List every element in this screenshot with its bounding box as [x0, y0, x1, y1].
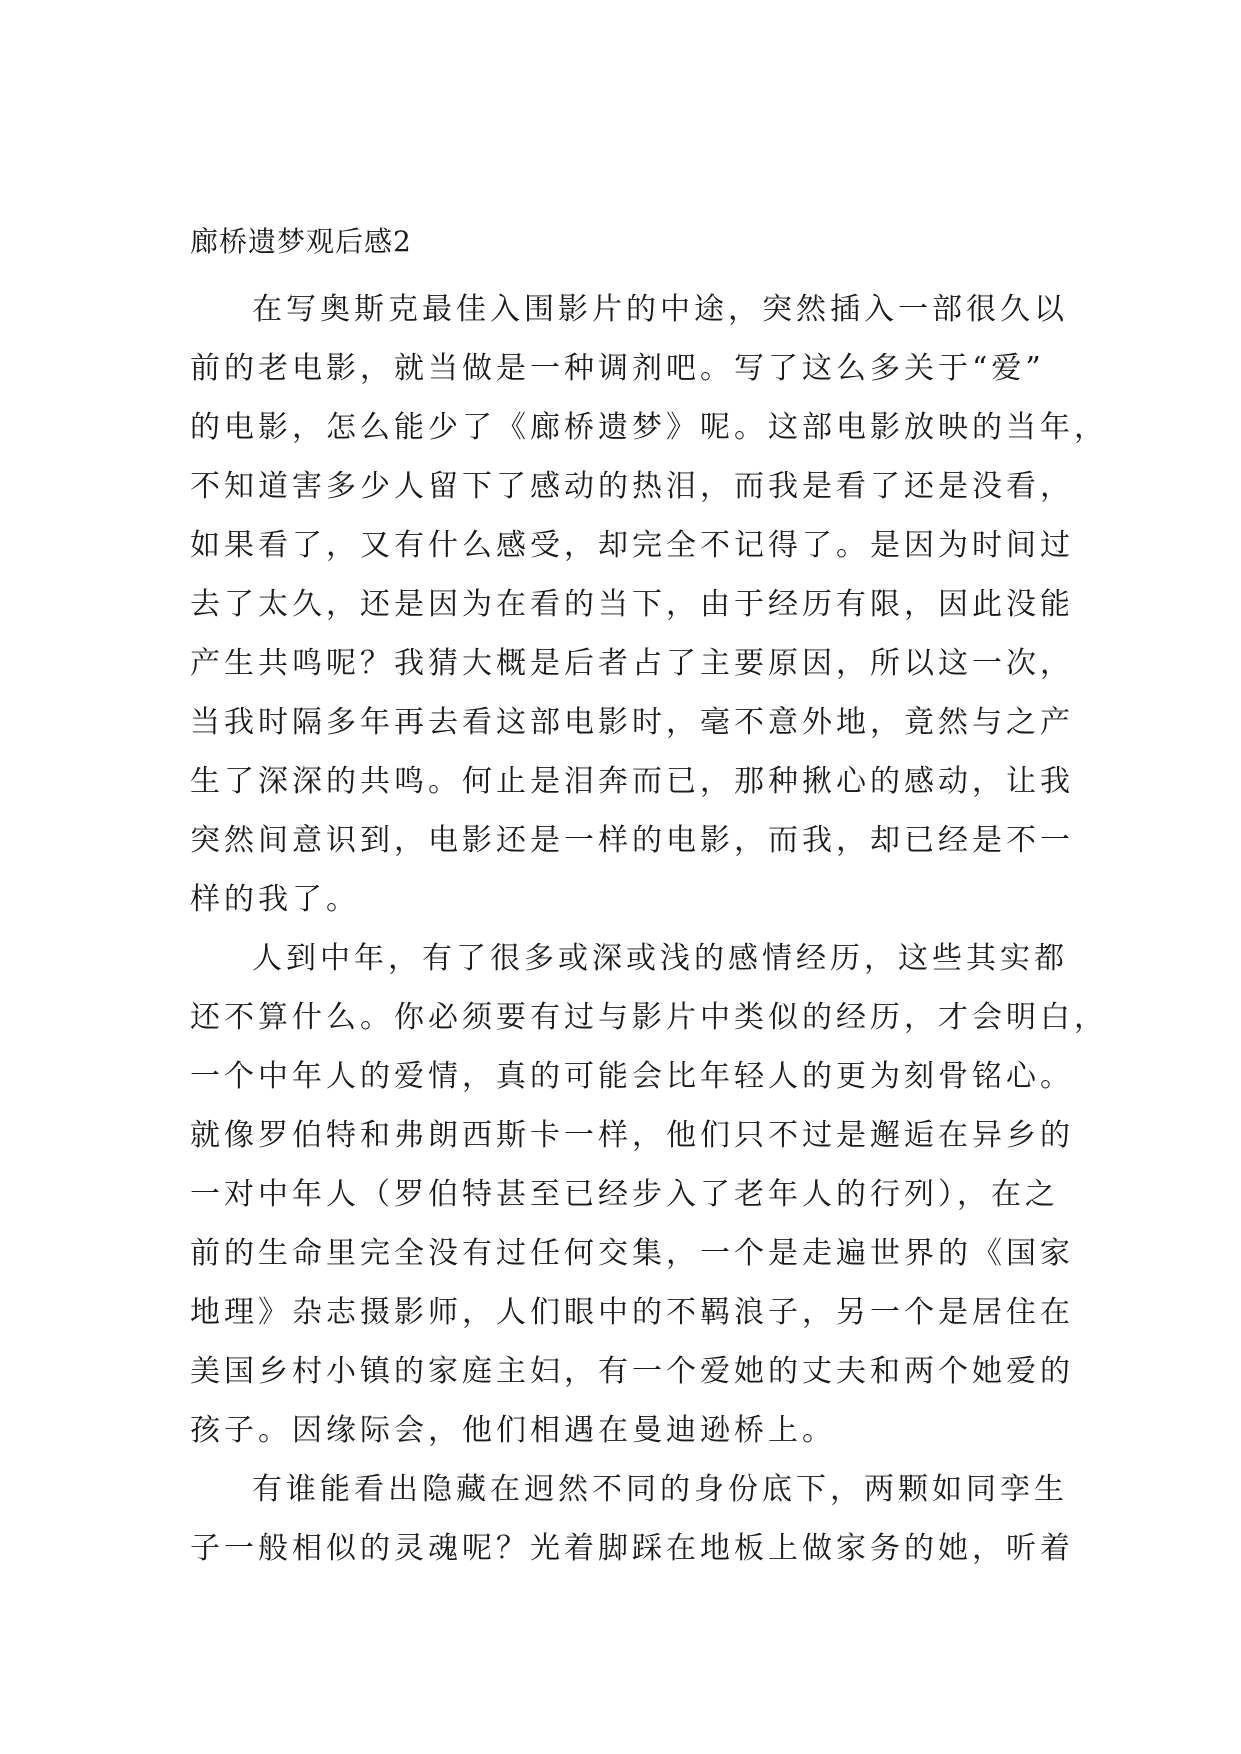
document-body: [190, 280, 1108, 1578]
text-line: 如果看了，又有什么感受，却完全不记得了。是因为时间过: [190, 528, 1074, 563]
text-line: 人到中年，有了很多或深或浅的感情经历，这些其实都: [252, 941, 1068, 976]
text-line: 突然间意识到，电影还是一样的电影，而我，却已经是不一: [190, 823, 1074, 858]
text-line: 生了深深的共鸣。何止是泪奔而已，那种揪心的感动，让我: [190, 764, 1074, 799]
text-line: 产生共鸣呢？我猜大概是后者占了主要原因，所以这一次，: [190, 646, 1074, 681]
text-line: 地理》杂志摄影师，人们眼中的不羁浪子，另一个是居住在: [190, 1295, 1074, 1330]
text-line: 还不算什么。你必须要有过与影片中类似的经历，才会明白，: [190, 1000, 1108, 1035]
text-line: 子一般相似的灵魂呢？光着脚踩在地板上做家务的她，听着: [190, 1531, 1074, 1566]
text-line: 不知道害多少人留下了感动的热泪，而我是看了还是没看，: [190, 469, 1074, 504]
text-line: 样的我了。: [190, 882, 360, 917]
text-line: 在写奥斯克最佳入围影片的中途，突然插入一部很久以: [252, 292, 1068, 327]
text-line: 的电影，怎么能少了《廊桥遗梦》呢。这部电影放映的当年，: [190, 410, 1108, 445]
text-line: 一对中年人（罗伯特甚至已经步入了老年人的行列），在之: [190, 1177, 1059, 1212]
text-line: 有谁能看出隐藏在迥然不同的身份底下，两颗如同孪生: [252, 1472, 1068, 1507]
text-line: 一个中年人的爱情，真的可能会比年轻人的更为刻骨铭心。: [190, 1059, 1074, 1094]
text-line: 前的生命里完全没有过任何交集，一个是走遍世界的《国家: [190, 1236, 1074, 1271]
text-line: 孩子。因缘际会，他们相遇在曼迪逊桥上。: [190, 1413, 836, 1448]
text-line: 美国乡村小镇的家庭主妇，有一个爱她的丈夫和两个她爱的: [190, 1354, 1074, 1389]
text-line: 去了太久，还是因为在看的当下，由于经历有限，因此没能: [190, 587, 1074, 622]
text-line: 前的老电影，就当做是一种调剂吧。写了这么多关于“爱”: [190, 351, 1045, 386]
document-title: 廊桥遗梦观后感2: [190, 225, 412, 258]
text-line: 当我时隔多年再去看这部电影时，毫不意外地，竟然与之产: [190, 705, 1074, 740]
text-line: 就像罗伯特和弗朗西斯卡一样，他们只不过是邂逅在异乡的: [190, 1118, 1074, 1153]
